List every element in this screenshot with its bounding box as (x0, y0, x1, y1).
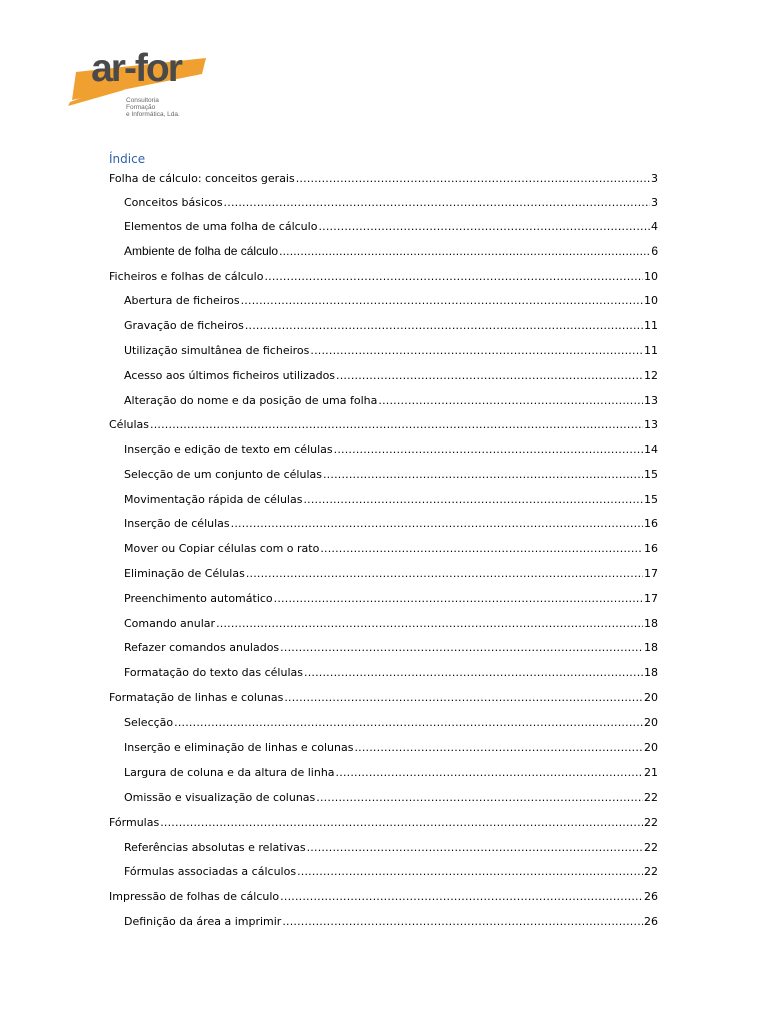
toc-leader-dots (280, 640, 643, 656)
toc-entry-label: Ficheiros e folhas de cálculo (109, 270, 264, 283)
toc-entry-label: Formatação de linhas e colunas (109, 691, 284, 704)
toc-entry[interactable] (109, 889, 658, 905)
toc-entry-page: 20 (644, 741, 658, 754)
toc-entry-page: 17 (644, 567, 658, 580)
toc-entry[interactable] (124, 293, 658, 309)
toc-entry[interactable] (124, 318, 658, 334)
toc-entry-page: 17 (644, 592, 658, 605)
toc-leader-dots (378, 393, 643, 409)
toc-leader-dots (150, 417, 643, 433)
toc-heading: Índice (109, 152, 146, 166)
toc-entry[interactable] (124, 640, 658, 656)
toc-entry-label: Refazer comandos anulados (124, 641, 280, 654)
toc-entry-page: 10 (644, 270, 658, 283)
toc-entry-page: 4 (651, 220, 658, 233)
toc-entry-label: Células (109, 418, 150, 431)
toc-entry-label: Conceitos básicos (124, 196, 223, 209)
toc-entry-page: 11 (644, 319, 658, 332)
toc-entry-page: 13 (644, 394, 658, 407)
toc-leader-dots (297, 864, 643, 880)
toc-leader-dots (282, 914, 643, 930)
toc-leader-dots (284, 690, 643, 706)
toc-entry-page: 3 (651, 196, 658, 209)
toc-entry-page: 20 (644, 716, 658, 729)
toc-leader-dots (246, 566, 643, 582)
toc-leader-dots (279, 243, 650, 259)
toc-leader-dots (231, 516, 643, 532)
toc-leader-dots (174, 715, 643, 731)
toc-leader-dots (241, 293, 643, 309)
toc-entry-label: Preenchimento automático (124, 592, 273, 605)
toc-entry-label: Gravação de ficheiros (124, 319, 244, 332)
toc-entry-page: 6 (651, 244, 658, 258)
toc-entry[interactable] (109, 171, 658, 187)
toc-entry-page: 20 (644, 691, 658, 704)
toc-entry[interactable] (124, 516, 658, 532)
toc-entry-label: Eliminação de Células (124, 567, 245, 580)
toc-entry[interactable] (109, 269, 658, 285)
toc-entry-label: Folha de cálculo: conceitos gerais (109, 172, 295, 185)
toc-entry[interactable] (109, 417, 658, 433)
logo-subtitle-line: Formação (126, 104, 156, 111)
toc-entry[interactable] (124, 840, 658, 856)
toc-entry[interactable] (124, 715, 658, 731)
toc-entry-label: Selecção (124, 716, 174, 729)
toc-leader-dots (274, 591, 643, 607)
toc-entry[interactable] (124, 219, 658, 235)
toc-entry-label: Definição da área a imprimir (124, 915, 282, 928)
toc-entry-label: Abertura de ficheiros (124, 294, 240, 307)
toc-entry-page: 26 (644, 890, 658, 903)
toc-entry-page: 16 (644, 517, 658, 530)
toc-entry-page: 15 (644, 493, 658, 506)
toc-entry[interactable] (124, 492, 658, 508)
toc-leader-dots (264, 269, 643, 285)
toc-entry-page: 18 (644, 666, 658, 679)
toc-entry-label: Alteração do nome e da posição de uma folha (124, 394, 378, 407)
toc-entry-page: 21 (644, 766, 658, 779)
toc-entry[interactable] (124, 442, 658, 458)
toc-leader-dots (304, 665, 643, 681)
toc-entry-label: Mover ou Copiar células com o rato (124, 542, 320, 555)
toc-entry-page: 16 (644, 542, 658, 555)
toc-leader-dots (354, 740, 643, 756)
toc-leader-dots (303, 492, 643, 508)
toc-entry[interactable] (124, 195, 658, 211)
toc-entry-page: 12 (644, 369, 658, 382)
toc-entry[interactable] (109, 815, 658, 831)
toc-entry-label: Inserção e edição de texto em células (124, 443, 333, 456)
toc-entry-label: Inserção de células (124, 517, 230, 530)
toc-entry-label: Formatação do texto das células (124, 666, 303, 679)
toc-entry-label: Movimentação rápida de células (124, 493, 303, 506)
company-logo (66, 46, 216, 122)
toc-entry-label: Referências absolutas e relativas (124, 841, 306, 854)
toc-entry[interactable] (124, 790, 658, 806)
toc-entry-label: Acesso aos últimos ficheiros utilizados (124, 369, 336, 382)
toc-leader-dots (280, 889, 643, 905)
toc-entry-page: 22 (644, 841, 658, 854)
toc-entry-page: 15 (644, 468, 658, 481)
toc-entry-page: 22 (644, 816, 658, 829)
toc-entry-label: Fórmulas (109, 816, 160, 829)
toc-leader-dots (216, 616, 643, 632)
toc-entry[interactable] (124, 243, 658, 259)
toc-entry-page: 18 (644, 641, 658, 654)
toc-entry-label: Comando anular (124, 617, 216, 630)
toc-entry[interactable] (124, 765, 658, 781)
toc-entry-label: Largura de coluna e da altura de linha (124, 766, 335, 779)
logo-subtitle (126, 97, 180, 118)
toc-leader-dots (160, 815, 643, 831)
toc-leader-dots (316, 790, 643, 806)
toc-leader-dots (336, 368, 643, 384)
toc-leader-dots (296, 171, 650, 187)
toc-entry[interactable] (124, 541, 658, 557)
toc-entry[interactable] (124, 467, 658, 483)
toc-entry-label: Utilização simultânea de ficheiros (124, 344, 310, 357)
toc-leader-dots (245, 318, 643, 334)
toc-leader-dots (224, 195, 650, 211)
toc-entry-label: Fórmulas associadas a cálculos (124, 865, 297, 878)
toc-leader-dots (323, 467, 643, 483)
toc-entry[interactable] (124, 393, 658, 409)
logo-subtitle-line: Consultoria (126, 97, 159, 104)
toc-leader-dots (318, 219, 650, 235)
toc-entry-page: 18 (644, 617, 658, 630)
toc-entry-page: 22 (644, 865, 658, 878)
toc-entry-page: 11 (644, 344, 658, 357)
toc-leader-dots (310, 343, 643, 359)
toc-entry-label: Ambiente de folha de cálculo (124, 244, 279, 258)
toc-entry-page: 13 (644, 418, 658, 431)
toc-entry[interactable] (109, 690, 658, 706)
logo-wordmark: ar-for (91, 47, 181, 90)
toc-entry-page: 10 (644, 294, 658, 307)
toc-entry-label: Inserção e eliminação de linhas e colunas (124, 741, 354, 754)
toc-entry[interactable] (124, 591, 658, 607)
toc-entry[interactable] (124, 566, 658, 582)
toc-entry-page: 26 (644, 915, 658, 928)
toc-entry[interactable] (124, 914, 658, 930)
logo-subtitle-line: e Informática, Lda. (126, 111, 180, 118)
toc-entry[interactable] (124, 740, 658, 756)
toc-leader-dots (320, 541, 643, 557)
toc-leader-dots (307, 840, 643, 856)
toc-entry[interactable] (124, 616, 658, 632)
toc-leader-dots (334, 442, 643, 458)
toc-entry-label: Selecção de um conjunto de células (124, 468, 322, 481)
toc-entry-label: Elementos de uma folha de cálculo (124, 220, 318, 233)
toc-leader-dots (336, 765, 643, 781)
toc-entry-page: 14 (644, 443, 658, 456)
toc-entry[interactable] (124, 665, 658, 681)
toc-entry-label: Omissão e visualização de colunas (124, 791, 316, 804)
toc-entry[interactable] (124, 368, 658, 384)
toc-entry-page: 22 (644, 791, 658, 804)
toc-entry-label: Impressão de folhas de cálculo (109, 890, 280, 903)
toc-entry-page: 3 (651, 172, 658, 185)
toc-entry[interactable] (124, 864, 658, 880)
toc-entry[interactable] (124, 343, 658, 359)
